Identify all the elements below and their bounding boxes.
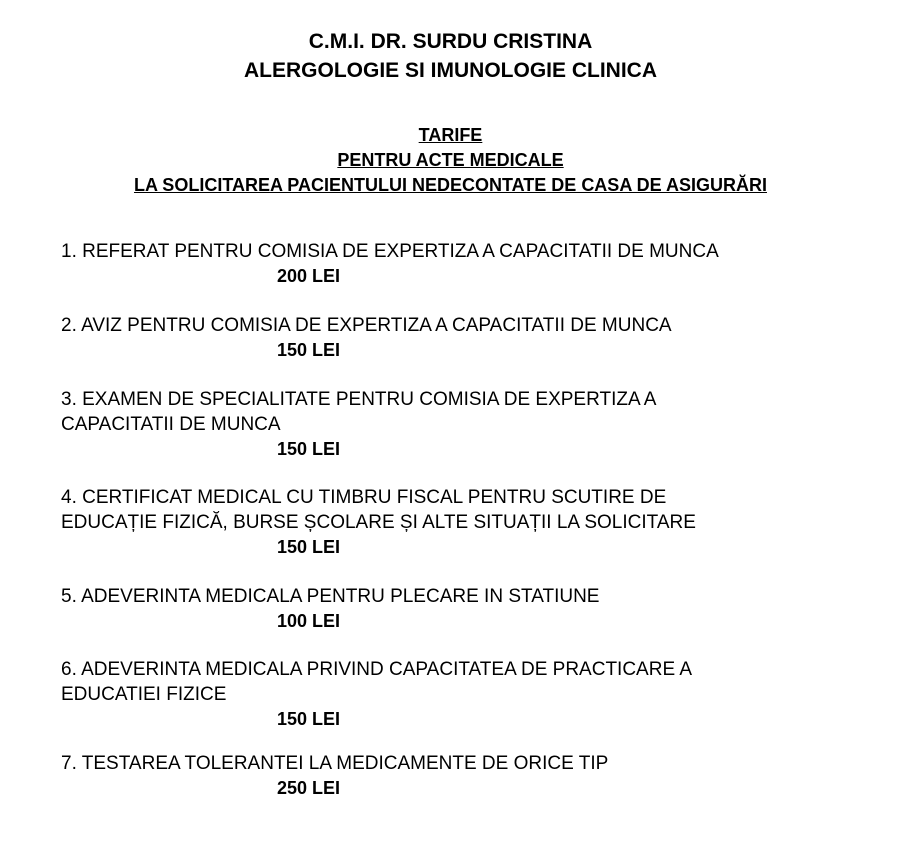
clinic-specialty: ALERGOLOGIE SI IMUNOLOGIE CLINICA xyxy=(243,59,657,82)
fee-item-text: 1. REFERAT PENTRU COMISIA DE EXPERTIZA A CAPACITATII DE MUNCA xyxy=(61,241,719,262)
fee-item-text: 4. CERTIFICAT MEDICAL CU TIMBRU FISCAL PENTRU SCUTIRE DE xyxy=(61,487,667,508)
fee-item-price: 250 LEI xyxy=(277,778,341,798)
fee-item-3 xyxy=(61,387,861,462)
fee-item-price: 150 LEI xyxy=(277,340,341,360)
fee-item-price: 150 LEI xyxy=(277,537,341,557)
fee-item-7 xyxy=(61,751,861,801)
title-tarife: TARIFE xyxy=(418,125,483,145)
fee-item-price: 150 LEI xyxy=(277,709,341,729)
fee-item-price: 200 LEI xyxy=(277,266,341,286)
fee-item-text: 3. EXAMEN DE SPECIALITATE PENTRU COMISIA DE EXPERTIZA A xyxy=(61,389,657,410)
document-title xyxy=(0,123,901,198)
fee-item-text: 2. AVIZ PENTRU COMISIA DE EXPERTIZA A CAPACITATII DE MUNCA xyxy=(61,315,672,336)
fee-item-text: 6. ADEVERINTA MEDICALA PRIVIND CAPACITATEA DE PRACTICARE A xyxy=(61,659,693,680)
fee-item-text: 5. ADEVERINTA MEDICALA PENTRU PLECARE IN STATIUNE xyxy=(61,586,600,607)
fee-item-1 xyxy=(61,239,861,289)
fee-item-text: 7. TESTAREA TOLERANTEI LA MEDICAMENTE DE ORICE TIP xyxy=(61,753,609,774)
fee-item-text-continued: CAPACITATII DE MUNCA xyxy=(61,414,281,435)
fee-item-price: 150 LEI xyxy=(277,439,341,459)
fee-item-text-continued: EDUCAȚIE FIZICĂ, BURSE ȘCOLARE ȘI ALTE SITUAȚII LA SOLICITARE xyxy=(61,512,696,533)
fee-item-4 xyxy=(61,485,861,560)
title-solicitare: LA SOLICITAREA PACIENTULUI NEDECONTATE DE CASA DE ASIGURĂRI xyxy=(133,175,767,195)
fee-item-5 xyxy=(61,584,861,634)
title-acte-medicale: PENTRU ACTE MEDICALE xyxy=(337,150,564,170)
clinic-header xyxy=(0,27,901,85)
fee-item-2 xyxy=(61,313,861,363)
fee-item-6 xyxy=(61,657,861,732)
fee-item-text-continued: EDUCATIEI FIZICE xyxy=(61,684,227,705)
clinic-name: C.M.I. DR. SURDU CRISTINA xyxy=(308,30,593,53)
fee-item-price: 100 LEI xyxy=(277,611,341,631)
